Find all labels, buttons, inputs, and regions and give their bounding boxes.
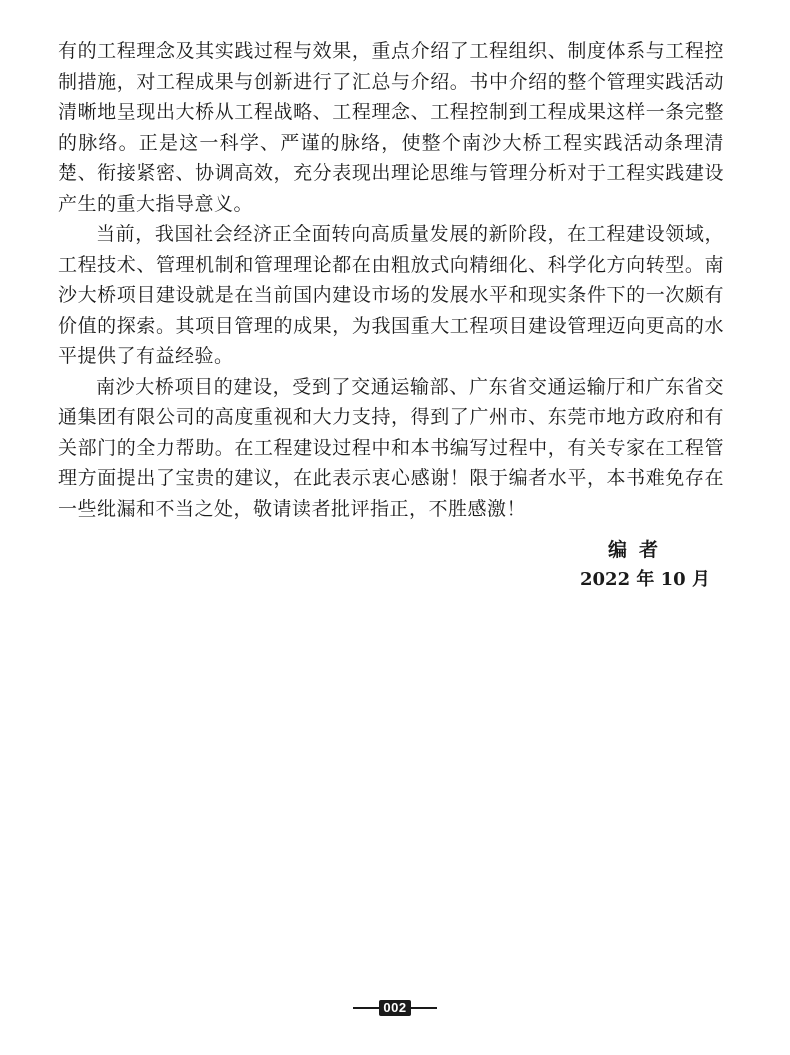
footer-rule-right [411,1007,437,1009]
footer-rule-left [353,1007,379,1009]
page-footer [0,998,790,1018]
paragraph-current-situation: 当前，我国社会经济正全面转向高质量发展的新阶段，在工程建设领域，工程技术、管理机制和管理理论都在由粗放式向精细化、科学化方向转型。南沙大桥项目建设就是在当前国内建设市场的发展水平和现实条件下的一次颇有价值的探索。其项目管理的成果，为我国重大工程项目建设管理迈向更高的水平提供了有益经验。 [58,223,724,367]
author-signature: 编者 [608,539,671,561]
page-number: 002 [379,1000,410,1016]
paragraph-acknowledgements: 南沙大桥项目的建设，受到了交通运输部、广东省交通运输厅和广东省交通集团有限公司的高度重视和大力支持，得到了广州市、东莞市地方政府和有关部门的全力帮助。在工程建设过程中和本书编写过程中，有关专家在工程管理方面提出了宝贵的建议，在此表示衷心感谢！限于编者水平，本书难免存在一些纰漏和不当之处，敬请读者批评指正，不胜感激！ [58,375,724,520]
paragraph-continued: 有的工程理念及其实践过程与效果，重点介绍了工程组织、制度体系与工程控制措施，对工程成果与创新进行了汇总与介绍。书中介绍的整个管理实践活动清晰地呈现出大桥从工程战略、工程理念、工程控制到工程成果这样一条完整的脉络。正是这一科学、严谨的脉络，使整个南沙大桥工程实践活动条理清楚、衔接紧密、协调高效，充分表现出理论思维与管理分析对于工程实践建设产生的重大指导意义。 [58,40,724,215]
body-text [58,36,724,524]
signature-date: 2022 年 10 月 [580,569,710,590]
